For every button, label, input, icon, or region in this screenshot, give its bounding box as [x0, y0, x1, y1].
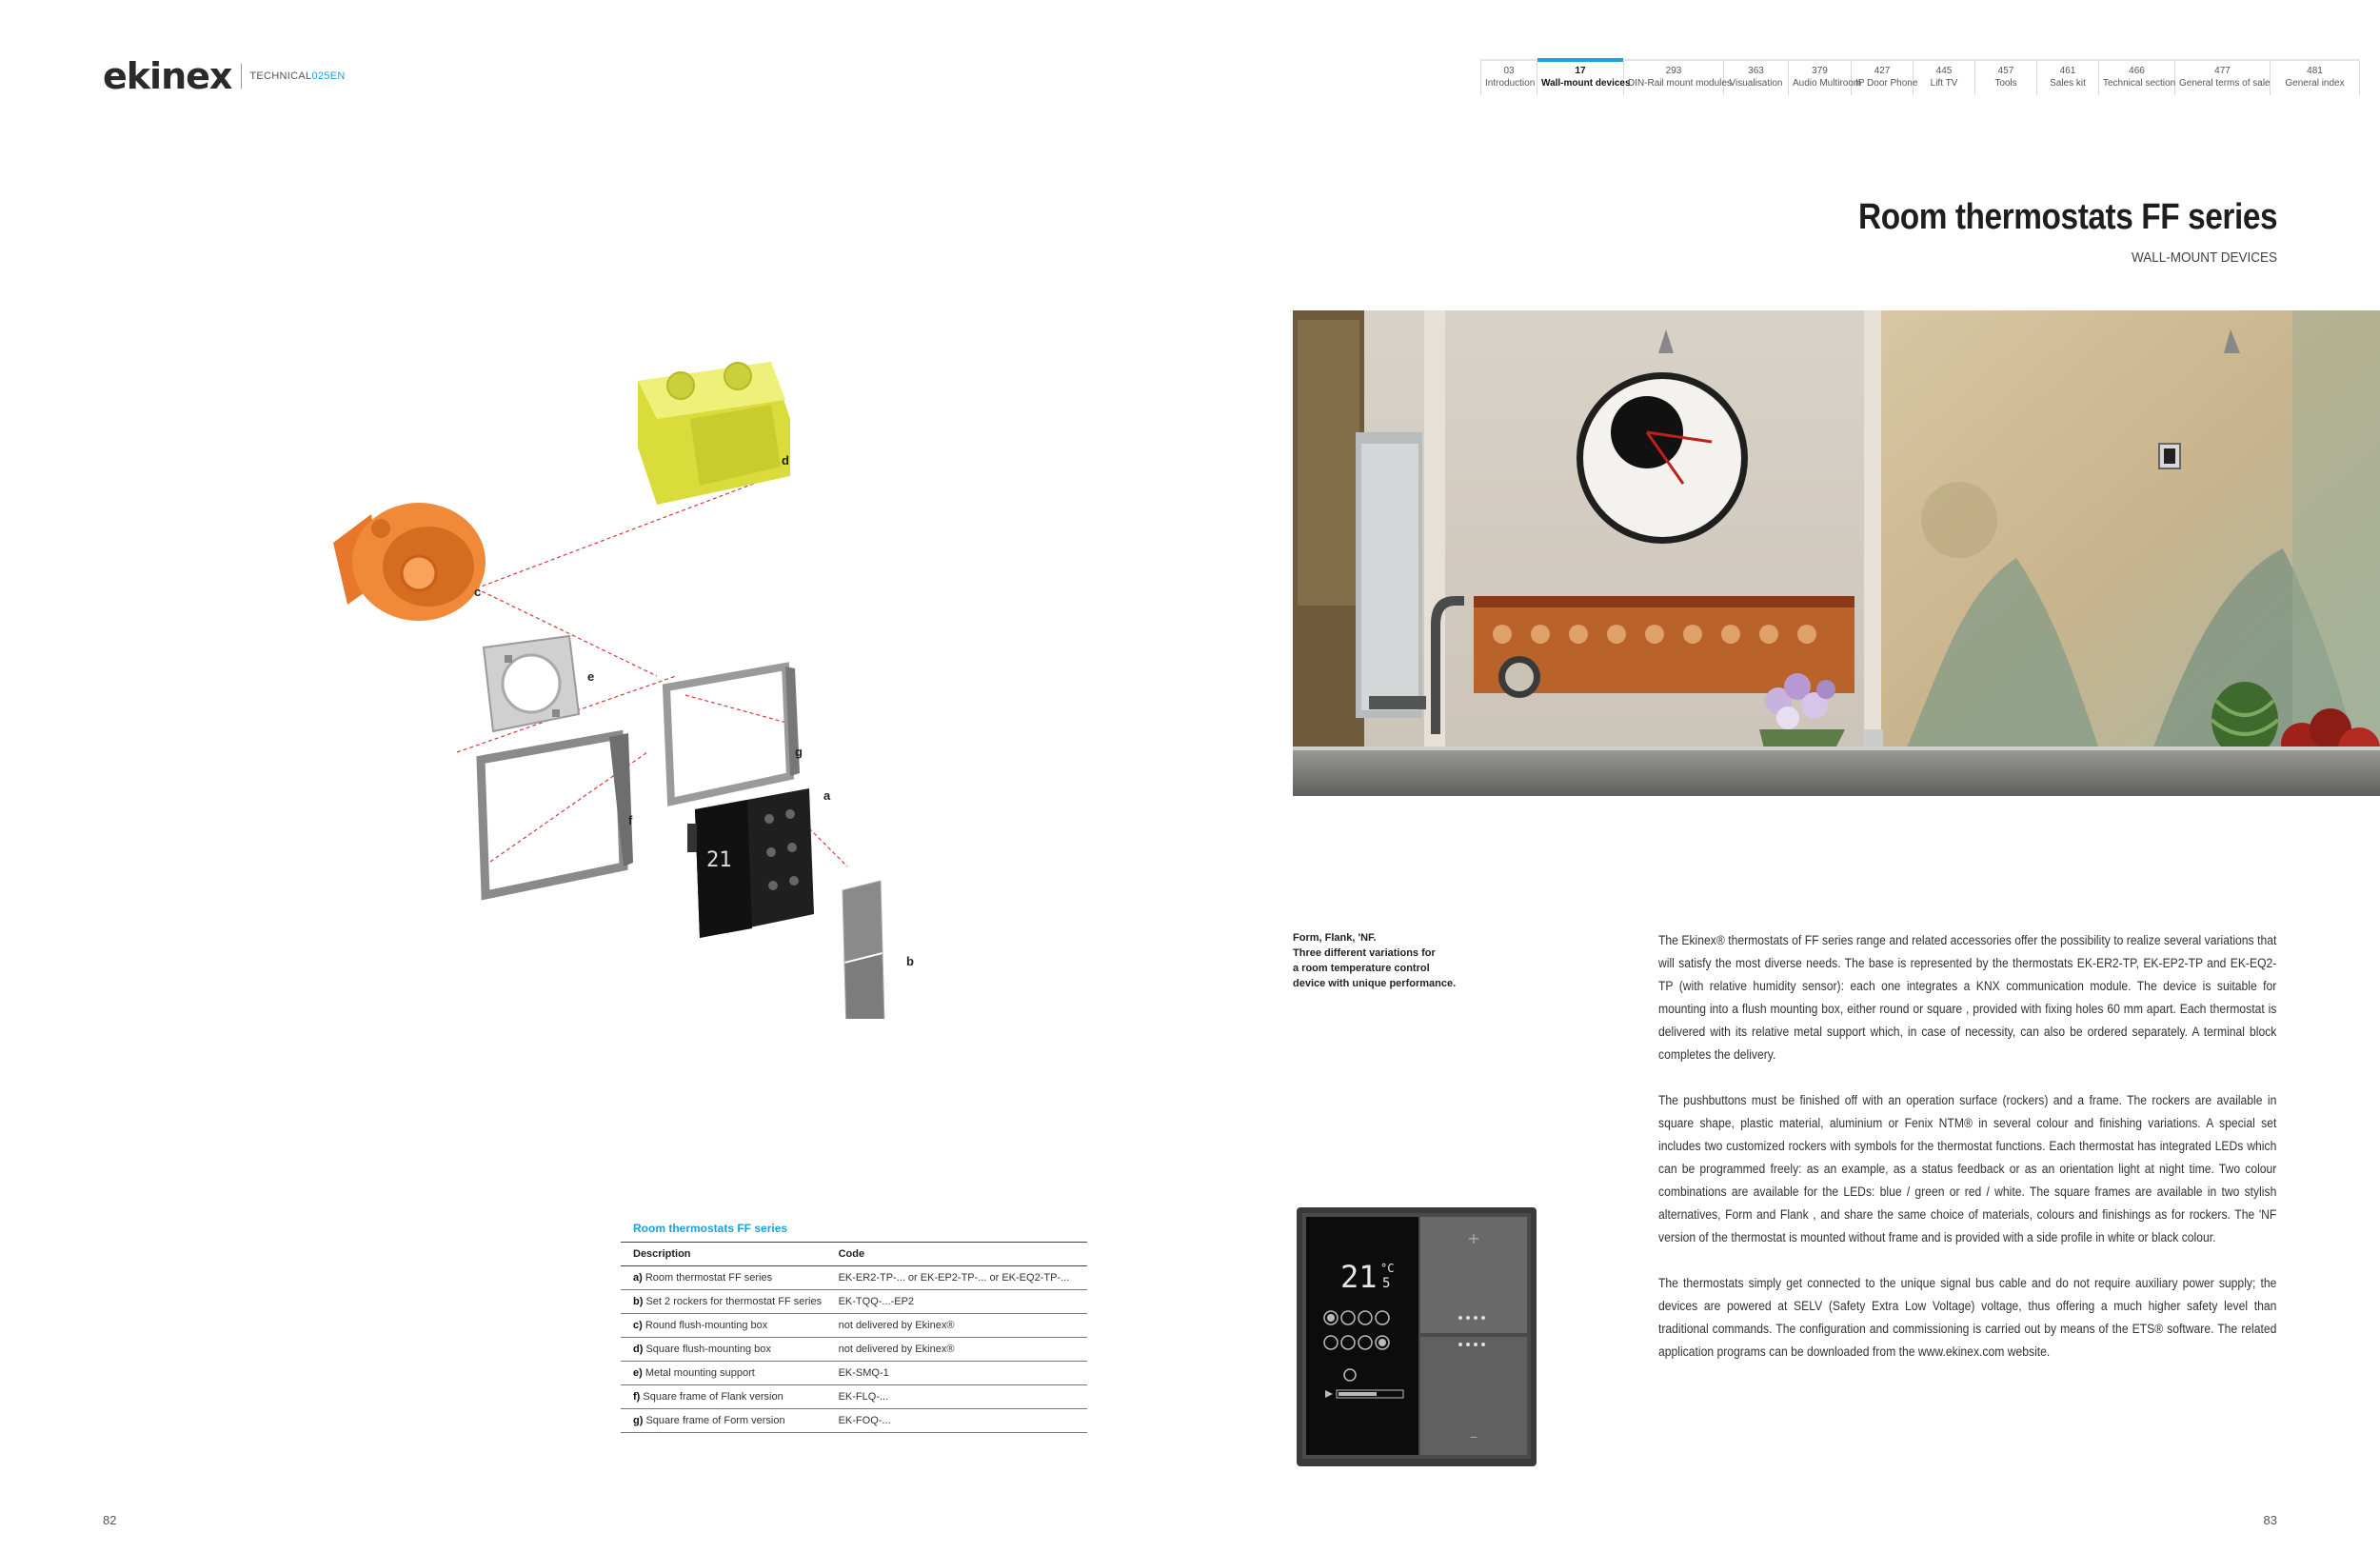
nav-item-page: 445 — [1935, 66, 1953, 76]
body-text — [1658, 929, 2277, 1386]
square-flush-box-d — [638, 362, 790, 505]
row-letter: b) — [633, 1296, 644, 1307]
table-row — [621, 1338, 1087, 1362]
nav-item[interactable] — [1480, 61, 1537, 95]
row-letter: f) — [633, 1391, 641, 1403]
row-letter: a) — [633, 1272, 643, 1284]
label-g: g — [795, 745, 803, 759]
nav-item[interactable] — [2037, 61, 2099, 95]
table-row — [621, 1266, 1087, 1290]
caption-line: device with unique performance. — [1293, 978, 1457, 989]
nav-item[interactable] — [1852, 61, 1918, 95]
row-code: EK-ER2-TP-... or EK-EP2-TP-... or EK-EQ2-TP-... — [826, 1266, 1087, 1290]
nav-item[interactable] — [1724, 61, 1789, 95]
nav-item[interactable] — [1914, 61, 1975, 95]
logo-divider — [241, 64, 242, 89]
row-description-text: Room thermostat FF series — [645, 1272, 773, 1284]
nav-item-page: 379 — [1812, 66, 1828, 76]
label-c: c — [474, 585, 482, 599]
body-paragraph-3: The thermostats simply get connected to the unique signal bus cable and do not require auxiliary power supply; the devices are powered at SELV (Safety Extra Low Voltage) voltage, thus offering a much higher safety level than traditional commands. The configuration and commissioning is carried out by means of the ETS® software. The related application programs can be downloaded from the www.ekinex.com website. — [1658, 1276, 2277, 1359]
row-code: EK-FLQ-... — [826, 1385, 1087, 1409]
exploded-assembly-diagram — [314, 333, 981, 1019]
thermostat-product-image — [1293, 1204, 1540, 1470]
caption-line: a room temperature control — [1293, 963, 1430, 974]
nav-item-label: Wall-mount devices — [1541, 78, 1631, 89]
header-description: Description — [621, 1243, 826, 1266]
page-number-right: 83 — [2263, 1513, 2277, 1527]
metal-support-e — [484, 636, 579, 731]
nav-item[interactable] — [2271, 61, 2360, 95]
nav-item[interactable] — [1624, 61, 1732, 95]
nav-item-label: Sales kit — [2050, 78, 2086, 89]
nav-item-label: Introduction — [1485, 78, 1536, 89]
nav-item-page: 17 — [1575, 66, 1586, 76]
catalog-tag-code: 025EN — [311, 70, 346, 82]
row-description-text: Square frame of Flank version — [643, 1391, 783, 1403]
rockers-set-b — [843, 881, 884, 1019]
body-paragraph-2: The pushbuttons must be finished off with an operation surface (rockers) and a frame. The rockers are available in square shape, plastic material, aluminium or Fenix NTM® in several colour and finishing variations. A special set includes two customized rockers with symbols for the thermostat functions. Each thermostat has integrated LEDs which can be programmed freely: as an example, as a status feedback or as an orientation light at night time. Two colour combinations are available for the LEDs: blue / green or red / white. The square frames are available in two stylish alternatives, Form and Flank , and share the same choice of materials, colours and finishings as for rockers. The 'NF version of the thermostat is mounted without frame and is provided with a side profile in white or black colour. — [1658, 1093, 2277, 1244]
nav-item-page: 03 — [1503, 66, 1515, 76]
row-description — [621, 1409, 826, 1433]
product-display-unit: °C — [1380, 1262, 1395, 1275]
table-title: Room thermostats FF series — [633, 1222, 788, 1235]
room-thermostat-a — [687, 788, 814, 938]
table-row — [621, 1314, 1087, 1338]
square-frame-form-g — [666, 667, 800, 802]
row-description-text: Square frame of Form version — [645, 1415, 785, 1426]
caption-line: Three different variations for — [1293, 947, 1436, 959]
square-frame-flank-f — [481, 733, 633, 895]
round-flush-box-c — [333, 503, 486, 621]
page-number-left: 82 — [103, 1513, 117, 1527]
row-letter: e) — [633, 1367, 643, 1379]
nav-item-label: IP Door Phone — [1855, 78, 1918, 89]
nav-item-label: Audio Multiroom — [1793, 78, 1862, 89]
brand-logo — [103, 55, 346, 97]
components-table — [621, 1222, 1087, 1433]
row-code: not delivered by Ekinex® — [826, 1338, 1087, 1362]
catalog-tag — [249, 70, 345, 82]
row-description-text: Square flush-mounting box — [645, 1344, 771, 1355]
nav-item[interactable] — [2175, 61, 2271, 95]
svg-text:21: 21 — [706, 848, 732, 872]
nav-item-label: General terms of sale — [2179, 78, 2271, 89]
row-letter: d) — [633, 1344, 644, 1355]
nav-item-label: Lift TV — [1930, 78, 1958, 89]
product-display-decimal: 5 — [1382, 1276, 1391, 1291]
table-row — [621, 1385, 1087, 1409]
photo-caption — [1293, 930, 1483, 991]
row-code: not delivered by Ekinex® — [826, 1314, 1087, 1338]
svg-text:+: + — [1467, 1229, 1480, 1247]
caption-line: Form, Flank, 'NF. — [1293, 932, 1377, 944]
label-a: a — [823, 788, 831, 803]
table-row — [621, 1409, 1087, 1433]
nav-item[interactable] — [1537, 61, 1631, 95]
row-code: EK-SMQ-1 — [826, 1362, 1087, 1385]
table-header-row — [621, 1243, 1087, 1266]
row-code: EK-FOQ-... — [826, 1409, 1087, 1433]
row-description-text: Set 2 rockers for thermostat FF series — [645, 1296, 823, 1307]
row-description — [621, 1338, 826, 1362]
nav-item-label: General index — [2285, 78, 2345, 89]
catalog-tag-prefix: TECHNICAL — [249, 70, 312, 82]
label-b: b — [906, 954, 914, 968]
row-description — [621, 1314, 826, 1338]
svg-text:–: – — [1470, 1427, 1478, 1445]
row-letter: g) — [633, 1415, 644, 1426]
nav-item[interactable] — [2099, 61, 2175, 95]
logo-wordmark: ekinex — [103, 55, 232, 97]
page-subtitle: WALL-MOUNT DEVICES — [2131, 249, 2277, 266]
row-letter: c) — [633, 1320, 643, 1331]
product-display-temp: 21 — [1340, 1259, 1378, 1295]
label-f: f — [628, 813, 633, 827]
row-code: EK-TQQ-...-EP2 — [826, 1290, 1087, 1314]
row-description — [621, 1266, 826, 1290]
nav-item-label: Tools — [1994, 78, 2017, 89]
label-d: d — [782, 453, 789, 468]
table-row — [621, 1362, 1087, 1385]
page-title: Room thermostats FF series — [1857, 197, 2277, 237]
nav-item[interactable] — [1975, 61, 2037, 95]
header-code: Code — [826, 1243, 1087, 1266]
row-description — [621, 1290, 826, 1314]
nav-item-page: 461 — [2059, 66, 2076, 76]
nav-item-page: 481 — [2307, 66, 2323, 76]
row-description — [621, 1385, 826, 1409]
nav-item[interactable] — [1789, 61, 1862, 95]
nav-item-page: 427 — [1874, 66, 1891, 76]
nav-item-label: Visualisation — [1729, 78, 1783, 89]
nav-item-label: DIN-Rail mount modules — [1628, 78, 1732, 89]
nav-item-page: 466 — [2129, 66, 2145, 76]
kitchen-photo — [1293, 310, 2380, 796]
row-description — [621, 1362, 826, 1385]
row-description-text: Round flush-mounting box — [645, 1320, 768, 1331]
nav-item-page: 477 — [2214, 66, 2231, 76]
section-nav — [1480, 59, 2360, 95]
label-e: e — [587, 669, 595, 684]
nav-item-page: 293 — [1665, 66, 1682, 76]
table-row — [621, 1290, 1087, 1314]
nav-item-page: 457 — [1997, 66, 2014, 76]
body-paragraph-1: The Ekinex® thermostats of FF series range and related accessories offer the possibility to realize several variations that will satisfy the most diverse needs. The base is represented by the thermostats EK-ER2-TP, EK-EP2-TP and EK-EQ2-TP (with relative humidity sensor): each one integrates a KNX communication module. The device is suitable for mounting into a flush mounting box, either round or square , provided with fixing holes 60 mm apart. Each thermostat is delivered with its relative metal support which, in case of necessity, can also be ordered separately. A terminal block completes the delivery. — [1658, 933, 2277, 1062]
nav-item-label: Technical section — [2103, 78, 2176, 89]
row-description-text: Metal mounting support — [645, 1367, 755, 1379]
nav-item-page: 363 — [1748, 66, 1764, 76]
